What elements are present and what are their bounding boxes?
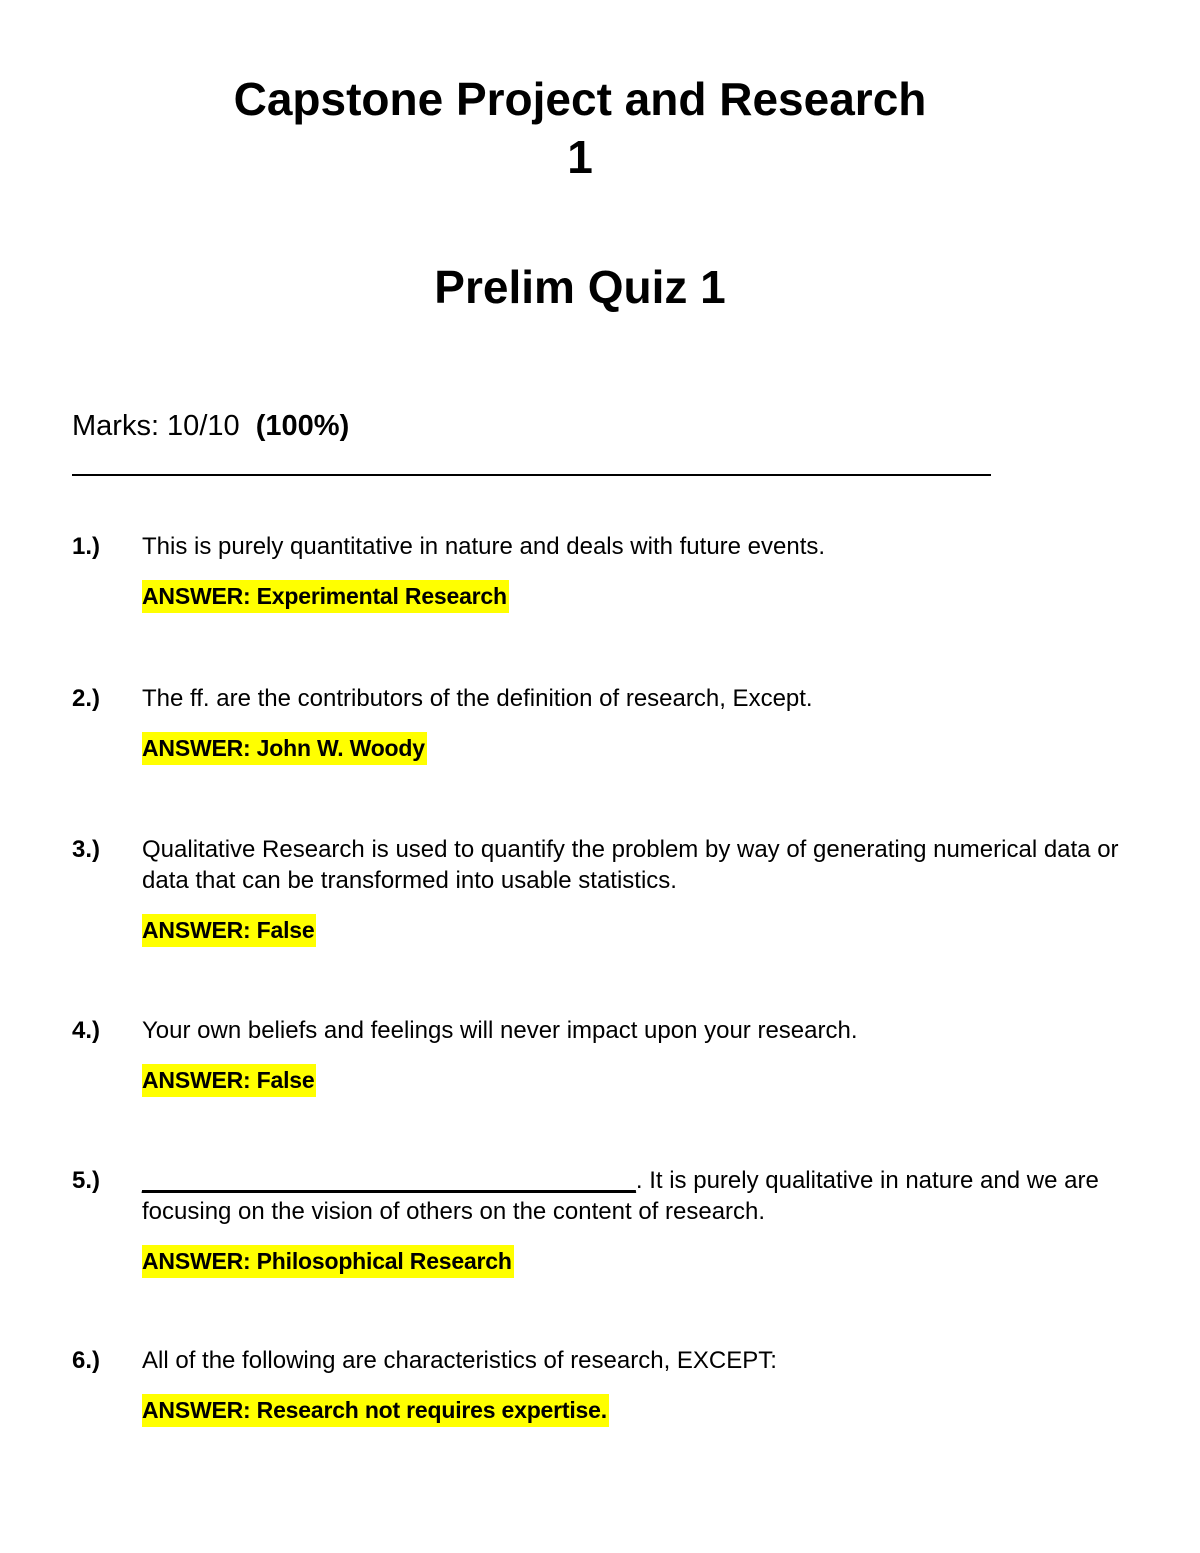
question-number: 1.) [72, 533, 101, 560]
question-4 [72, 1015, 1132, 1097]
question-number: 5.) [72, 1167, 101, 1194]
question-text: Your own beliefs and feelings will never impact upon your research. [142, 1017, 858, 1044]
marks [72, 408, 349, 444]
answer-highlight: ANSWER: Experimental Research [142, 580, 509, 613]
question-6 [72, 1345, 1132, 1427]
question-number: 4.) [72, 1017, 101, 1044]
answer-highlight: ANSWER: False [142, 914, 316, 947]
question-number: 3.) [72, 836, 101, 863]
question-1 [72, 531, 1132, 613]
answer-highlight: ANSWER: Philosophical Research [142, 1245, 514, 1278]
document-title-number: 1 [567, 131, 593, 183]
question-text: This is purely quantitative in nature and deals with future events. [142, 533, 826, 560]
question-text: The ff. are the contributors of the definition of research, Except. [142, 685, 813, 712]
answer-highlight: ANSWER: False [142, 1064, 316, 1097]
question-number: 6.) [72, 1347, 101, 1374]
answer-highlight: ANSWER: John W. Woody [142, 732, 427, 765]
marks-percent: (100%) [255, 410, 350, 442]
question-text: All of the following are characteristics of research, EXCEPT: [142, 1347, 777, 1374]
marks-score: Marks: 10/10 [72, 410, 240, 442]
document-title: Capstone Project and Research [233, 73, 927, 125]
question-text: Qualitative Research is used to quantify the problem by way of generating numerical data or data that can be transformed into usable statistics. [142, 836, 1119, 894]
fill-in-blank: _____________________________________ [142, 1167, 636, 1194]
answer-highlight: ANSWER: Research not requires expertise. [142, 1394, 609, 1427]
quiz-title: Prelim Quiz 1 [434, 261, 726, 313]
question-number: 2.) [72, 685, 101, 712]
question-text: . It is purely qualitative in nature and we are focusing on the vision of others on the content of research. [142, 1167, 1099, 1225]
question-5 [72, 1165, 1132, 1278]
question-3 [72, 834, 1132, 947]
divider [72, 474, 991, 476]
question-2 [72, 683, 1132, 765]
